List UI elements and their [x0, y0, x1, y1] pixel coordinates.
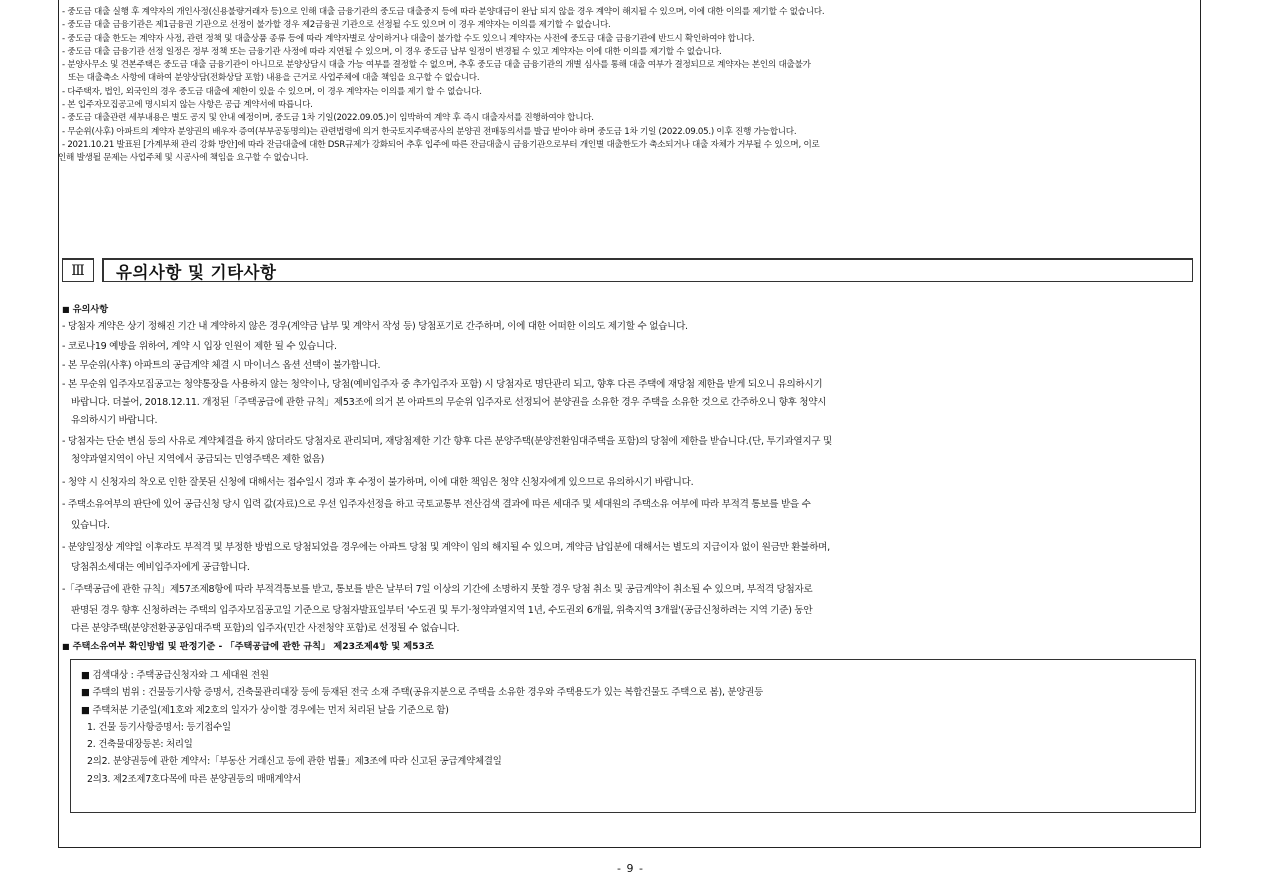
ownership-item: 2의2. 분양권등에 관한 계약서:「부동산 거래신고 등에 관한 법률」제3조에 따라 신고된 공급계약체결일: [87, 756, 502, 768]
note-line: - 2021.10.21 발표된 [가계부채 관리 강화 방안]에 따라 잔금대출에 대한 DSR규제가 강화되어 추후 입주에 따른 잔금대출시 금융기관으로부터 개인별 대출한도가 축소되거나 대출 자체가 거부될 수 있으며, 이로: [62, 139, 820, 150]
loan-notes: [58, 6, 1199, 166]
ownership-item: ■ 검색대상 : 주택공급신청자와 그 세대원 전원: [81, 670, 269, 681]
ownership-item: 1. 건물 등기사항증명서: 등기접수일: [87, 721, 231, 733]
caution-section: [62, 303, 1199, 638]
ownership-heading: ■ 주택소유여부 확인방법 및 판정기준 - 「주택공급에 관한 규칙」 제23조제4항 및 제53조: [62, 641, 434, 652]
ownership-item: ■ 주택처분 기준일(제1호와 제2호의 일자가 상이할 경우에는 먼저 처리된 날을 기준으로 함): [81, 704, 449, 716]
ownership-item: 2. 건축물대장등본: 처리일: [87, 739, 193, 751]
section-header: [62, 258, 1193, 284]
note-line: - 중도금 대출 한도는 계약자 사정, 관련 정책 및 대출상품 종류 등에 따라 계약자별로 상이하거나 대출이 불가할 수도 있으니 계약자는 사전에 중도금 대출 금융기관에 반드시 확인하여야 합니다.: [62, 33, 755, 44]
section-number: Ⅲ: [62, 258, 94, 282]
caution-line: 다른 분양주택(분양전환공공임대주택 포함)의 입주자(민간 사전청약 포함)로 선정될 수 없습니다.: [71, 622, 460, 634]
note-line: - 중도금 대출관련 세부내용은 별도 공지 및 안내 예정이며, 중도금 1차 기일(2022.09.05.)이 임박하여 계약 후 즉시 대출자서를 진행하여야 합니다.: [62, 113, 594, 124]
section-title: 유의사항 및 기타사항: [102, 258, 1193, 282]
note-line: - 본 입주자모집공고에 명시되지 않는 사항은 공급 계약서에 따릅니다.: [62, 100, 313, 111]
square-bullet-icon: ■: [62, 642, 70, 651]
caution-line: - 분양일정상 계약일 이후라도 부적격 및 부정한 방법으로 당첨되었을 경우에는 아파트 당첨 및 계약이 임의 해지될 수 있으며, 계약금 납입분에 대해서는 별도의 지급이자 없이 원금만 환불하며,: [62, 541, 830, 553]
caution-heading: ■ 유의사항: [62, 304, 109, 315]
caution-line: 판명된 경우 향후 신청하려는 주택의 입주자모집공고일 기준으로 당첨자발표일부터 '수도권 및 투기·청약과열지역 1년, 수도권외 6개월, 위축지역 3개월'(공급신청하려는 지역 기준) 동안: [71, 604, 813, 616]
caution-line: 청약과열지역이 아닌 지역에서 공급되는 민영주택은 제한 없음): [71, 453, 325, 465]
ownership-info-box: [70, 659, 1196, 813]
note-line: - 다주택자, 법인, 외국인의 경우 중도금 대출에 제한이 있을 수 있으며, 이 경우 계약자는 이의를 제기 할 수 없습니다.: [62, 86, 482, 97]
square-bullet-icon: ■: [62, 305, 70, 314]
caution-line: - 당첨자 계약은 상기 정해진 기간 내 계약하지 않은 경우(계약금 납부 및 계약서 작성 등) 당첨포기로 간주하며, 이에 대한 어떠한 이의도 제기할 수 없습니다.: [62, 321, 688, 332]
note-line: - 중도금 대출 실행 후 계약자의 개인사정(신용불량거래자 등)으로 인해 대출 금융기관의 중도금 대출중지 등에 따라 분양대금이 완납 되지 않을 경우 계약이 해지될 수 있으며, 이에 대한 이의를 제기할 수 없습니다.: [62, 7, 825, 17]
note-line: - 중도금 대출 금융기관은 제1금융권 기관으로 선정이 불가할 경우 제2금융권 기관으로 선정될 수도 있으며 이 경우 계약자는 이의를 제기할 수 없습니다.: [62, 20, 611, 31]
page-number: - 9 -: [617, 862, 644, 875]
caution-line: - 본 무순위(사후) 아파트의 공급계약 체결 시 마이너스 옵션 선택이 불가합니다.: [62, 360, 381, 371]
caution-line: 있습니다.: [71, 519, 110, 531]
caution-line: - 당첨자는 단순 변심 등의 사유로 계약체결을 하지 않더라도 당첨자로 관리되며, 재당첨제한 기간 향후 다른 분양주택(분양전환임대주택을 포함)의 당첨에 제한을 받습니다.(단, 투기과열지구 및: [62, 435, 832, 447]
caution-line: 유의하시기 바랍니다.: [71, 414, 158, 426]
caution-line: 바랍니다. 더불어, 2018.12.11. 개정된「주택공급에 관한 규칙」제53조에 의거 본 아파트의 무순위 입주자로 선정되어 분양권을 소유한 경우 주택을 소유한 것으로 간주하오니 향후 청약시: [71, 396, 827, 408]
caution-line: - 주택소유여부의 판단에 있어 공급신청 당시 입력 값(자료)으로 우선 입주자선정을 하고 국토교통부 전산검색 결과에 따른 세대주 및 세대원의 주택소유 여부에 따라 부적격 통보를 받을 수: [62, 499, 811, 510]
caution-line: - 본 무순위 입주자모집공고는 청약통장을 사용하지 않는 청약이나, 당첨(예비입주자 중 추가입주자 포함) 시 당첨자로 명단관리 되고, 향후 다른 주택에 재당첨 제한을 받게 되오니 유의하시기: [62, 378, 823, 390]
caution-line: -「주택공급에 관한 규칙」제57조제8항에 따라 부적격통보를 받고, 통보를 받은 날부터 7일 이상의 기간에 소명하지 못할 경우 당첨 취소 및 공급계약이 취소될 수 있으며, 부적격 당첨자로: [62, 584, 813, 595]
caution-line: 당첨취소세대는 예비입주자에게 공급합니다.: [71, 562, 250, 573]
note-line: - 중도금 대출 금융기관 선정 일정은 정부 정책 또는 금융기관 사정에 따라 지연될 수 있으며, 이 경우 중도금 납부 일정이 변경될 수 있고 계약자는 이에 대한 이의를 제기할 수 없습니다.: [62, 46, 722, 57]
note-line: - 분양사무소 및 견본주택은 중도금 대출 금융기관이 아니므로 분양상담시 대출 가능 여부를 결정할 수 없으며, 추후 중도금 대출 금융기관의 개별 심사를 통해 대출 여부가 결정되므로 계약자는 본인의 대출불가: [62, 60, 811, 71]
note-line: - 무순위(사후) 아파트의 계약자 분양권의 배우자 증여(부부공동명의)는 관련법령에 의거 한국토지주택공사의 분양권 전매동의서를 발급 받아야 하며 중도금 1차 기일 (2022.09.05.) 이후 진행 가능합니다.: [62, 126, 797, 137]
ownership-item: 2의3. 제2조제7호다목에 따른 분양권등의 매매계약서: [87, 773, 302, 785]
ownership-item: ■ 주택의 범위 : 건물등기사항 증명서, 건축물관리대장 등에 등재된 전국 소재 주택(공유지분으로 주택을 소유한 경우와 주택용도가 있는 복합건물도 주택으로 봄), 분양권등: [81, 687, 763, 699]
note-line: 또는 대출축소 사항에 대하여 분양상담(전화상담 포함) 내용을 근거로 사업주체에 대출 책임을 요구할 수 없습니다.: [68, 73, 480, 84]
note-line: 인해 발생될 문제는 사업주체 및 시공사에 책임을 요구할 수 없습니다.: [58, 153, 309, 164]
caution-line: - 코로나19 예방을 위하여, 계약 시 입장 인원이 제한 될 수 있습니다.: [62, 340, 337, 352]
caution-line: - 청약 시 신청자의 착오로 인한 잘못된 신청에 대해서는 접수일시 경과 후 수정이 불가하며, 이에 대한 책임은 청약 신청자에게 있으므로 유의하시기 바랍니다.: [62, 476, 694, 488]
